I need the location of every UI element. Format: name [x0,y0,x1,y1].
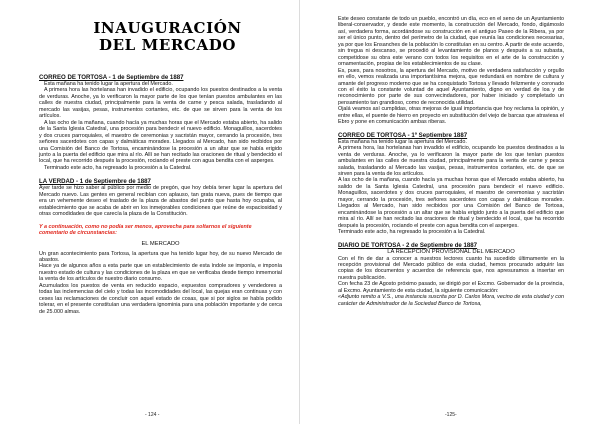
quoted-letter: «Adjunto remito a V.S., una instancia suscrita por D. Carlos Mora, vecino de esta ciudad y con carácter de Administrador de la Sociedad Banco de Tortosa, [338,294,564,307]
paragraph: Hace ya de algunos años a esta parte que un establecimiento de esta índole se imponía, e imponía nuestro estado de cultura y las condiciones de la plaza en que se verificaba desde tiempo inmemorial la venta de los artículos de nuestro diario consumo. [39,263,282,283]
paragraph: Un gran acontecimiento para Tortosa, la apertura que ha tenido lugar hoy, de su nuevo Mercado de abastos. [39,250,282,263]
paragraph: Es, pues, para nosotros, la apertura del Mercado, motivo de verdadera satisfacción y orgullo en ello, vemos realizada una importantísima mejora, que redundará en nombre de cultura y amante del progreso moderno que se ha conquistado Tortosa y llevado felizmente y coronado con el éxito la constante voluntad de aquel Ayuntamiento, digno en verdad de loa y de reconocimiento por parte de sus convecindadores, por haber iniciado y completado un pensamiento tan grandioso, como de reconocida utilidad. [338,67,564,106]
section-heading: CORREO DE TORTOSA - 1 de Septiembre de 1887 [39,74,184,81]
title-line-1: INAUGURACIÓN [93,19,242,37]
paragraph: Ojalá veamos así cumplidas, otras mejoras de igual importancia que hoy reclama la opinión, y entre ellas, el puente de hierro en proyecto en substitución del viejo de barcas que atraviesa el Ebro y pone en comunicación ambas riberas. [338,106,564,126]
paragraph: Esta mañana ha tenido lugar la apertura del Mercado. [338,138,467,145]
paragraph: Con fecha 23 de Agosto próximo pasado, se dirigió por el Excmo. Gobernador de la provincia, al Excmo. Ayuntamiento de esta ciudad, la siguiente comunicación: [338,281,564,294]
paragraph: A primera hora las hortelanas han invadido el edificio, ocupando los puestos destinados a la venta de verduras. Anoche, ya lo verificaron la mayor parte de los que tenían puestos ambulantes en las calles de nuestra ciudad, principalmente para la venta de carne y pesca salada, trasladando al mercado las vasijas, pesas, instrumentos cortantes, etc. de que se sirven para la venta de los artículos. [39,87,282,120]
paragraph: Terminado este acto, ha regresado la procesión a la Catedral. [338,229,486,236]
title-line-2: DEL MERCADO [99,36,236,54]
page-title [39,20,282,54]
paragraph: Con el fin de dar a conocer a nuestros lectores cuanto ha sucedido últimamente en la recepción provisional del Mercado público de esta ciudad, hemos procurado adquirir las copias de los documentos y acuerdos de referencia que, nos apresuramos a insertar en nuestra publicación. [338,255,564,281]
subheading: LA RECEPCIÓN PROVISIONAL DEL MERCADO [387,248,515,255]
section-heading: DIARIO DE TORTOSA - 2 de Septiembre de 1887 [338,241,478,249]
editor-comment: Y a continuación, como no podía ser menos, aprovecha para soltarnos el siguiente comentario de circunstancias: [39,223,252,237]
section-heading: LA VERDAD - 1 de Septiembre de 1887 [39,178,151,186]
right-page [300,0,600,424]
page-number: -125- [445,412,457,418]
paragraph: Terminado este acto, ha regresado la procesión a la Catedral. [44,164,192,171]
paragraph: A las ocho de la mañana, cuando hacía ya muchas horas que el Mercado estaba abierto, ha salido de la Santa Iglesia Catedral, una procesión para bendecir el nuevo edificio. Monaguillos, sacerdotes y dos cruces parroquiales, el maestro de ceremonias y sacristán mayor, cerrando la procesión, tres señores sacerdotes con capas y dalmáticas morades. Llegados al Mercado, han sido recibidos por una Comisión del Banco de Tortosa, encaminándose la procesión a un altar que se había erigido junto a la puerta del edificio que mira al río. Allí se han recitado las oraciones de ritual y bendecido el local, que ha recorrido después la procesión, rociando el preste con agua bendita con el asperges. [39,119,282,165]
subheading: EL MERCADO [141,240,180,247]
paragraph: A las ocho de la mañana, cuando hacía ya muchas horas que el Mercado estaba abierto, ha salido de la Santa Iglesia Catedral, una procesión para bendecir el nuevo edificio. Monaguillos, sacerdotes y dos cruces parroquiales, el maestro de ceremonias y sacristán mayor, cerrando la procesión, tres señores sacerdotes con capas y dalmáticas morades. Llegados al Mercado, han sido recibidos por una Comisión del Banco de Tortosa, encaminándose la procesión a un altar que se había erigido junto a la puerta del edificio que mira al río. Allí se han recitado las oraciones de ritual y bendecido el local, que ha recorrido después la procesión, rociando el preste con agua bendita con el asperges. [338,177,564,229]
paragraph: Esta mañana ha tenido lugar la apertura del Mercado. [44,81,173,87]
paragraph: Acumulados los puestos de venta en reducido espacio, expuestos compradores y vendedores a todas las inclemencias del cielo y todas las incomodidades del local, las quejas eran continuas y con ceses las reclamaciones de concluir con aquel estado de cosas, que si por siglos se había podido tolerar, en el presente constituían una verdadera ignominia para una población importante y de cerca de 25.000 almas. [39,282,282,315]
page-number: - 124 - [145,412,160,418]
paragraph: A primera hora, las hortelanas han invadido el edificio, ocupando los puestos destinados a la venta de verduras. Anoche, ya lo verificaron la mayor parte de los que tenían puestos ambulantes en las calles de nuestra ciudad, principalmente para la venta de carne y pesca salada, trasladando al Mercado las vasijas, pesas, instrumentos cortantes, etc. de que se sirven para la venta de los artículos. [338,145,564,177]
paragraph: Ayer tarde se hizo saber al público por medio de pregón, que hoy debía tener lugar la apertura del Mercado nuevo. Las gentes en general recibían con aplauso, tan grata nueva, pues de tiempo que era un vehemente deseo el traslado de la plaza de abastos del punto que hasta hoy ocupaba, al establecimiento que se acaba de abrir en los inmejorables condiciones que reúne de espaciosidad y otras comodidades de que carecía la plaza de la Constitución. [39,185,282,218]
section-heading: CORREO DE TORTOSA - 1º Septiembre 1887 [338,131,468,139]
paragraph: Este deseo constante de todo un pueblo, encontró un día, eco en el seno de un Ayuntamiento liberal-conservador, y desde este momento, la construcción del Mercado, fondo, digámoslo así, verdadera forma, acordándose su construcción en el antiguo Paseo de la Ribera, ya por ser el único punto, dentro del perímetro de la ciudad, que reunía las condiciones necesarias, ya por que los Ensanches de la población lo constituían en su centro. A partir de este acuerdo, sin tregua ni descanso, se procedió al levantamiento de planos y después a su subasta, competidose su obra este verano con todos los requisitos en el arte de la construcción y ornamentación, propias de los establecimientos de su clase. [338,16,564,68]
